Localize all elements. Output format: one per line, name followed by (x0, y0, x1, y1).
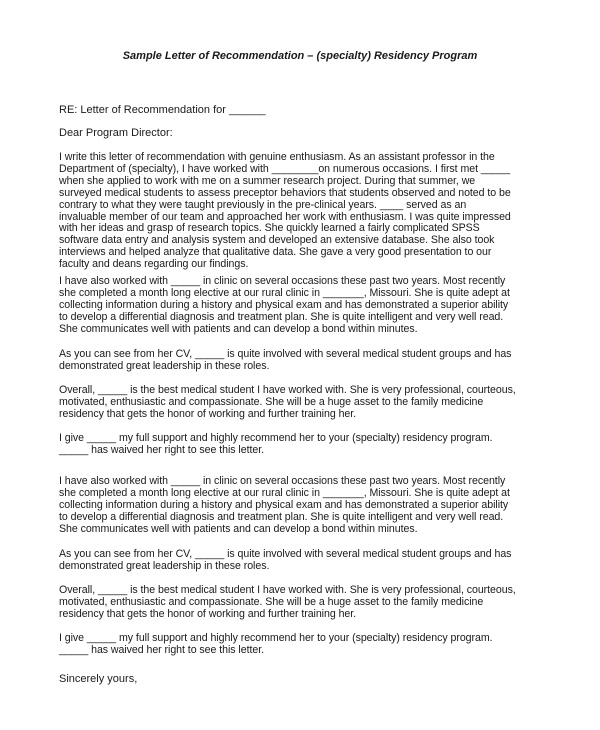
closing: Sincerely yours, (59, 673, 138, 685)
paragraph-cv: As you can see from her CV, _____ is quite involved with several medical student groups and has demonstrated great leadership in these roles. (59, 348, 512, 372)
paragraph-support: I give _____ my full support and highly recommend her to your (specialty) residency program. _____ has waived her right to see this letter. (59, 432, 493, 456)
paragraph-clinic-repeat: I have also worked with _____ in clinic on several occasions these past two years. Most recently she completed a month long elective at our rural clinic in _______, Missouri. She is quite adept at collecting information during a history and physical exam and has demonstrated a superior ability to develop a differential diagnosis and treatment plan. She is quite intelligent and very well read. She communicates well with patients and can develop a bond within minutes. (59, 475, 510, 535)
re-line: RE: Letter of Recommendation for ______ (59, 104, 266, 116)
paragraph-overall-repeat: Overall, _____ is the best medical student I have worked with. She is very professional, courteous, motivated, enthusiastic and compassionate. She will be a huge asset to the family medicine residency that gets the honor of working and further training her. (59, 584, 516, 620)
paragraph-overall: Overall, _____ is the best medical student I have worked with. She is very professional, courteous, motivated, enthusiastic and compassionate. She will be a huge asset to the family medicine residency that gets the honor of working and further training her. (59, 384, 516, 420)
salutation: Dear Program Director: (59, 127, 173, 139)
paragraph-support-repeat: I give _____ my full support and highly recommend her to your (specialty) residency program. _____ has waived her right to see this letter. (59, 632, 493, 656)
paragraph-clinic: I have also worked with _____ in clinic on several occasions these past two years. Most recently she completed a month long elective at our rural clinic in _______, Missouri. She is quite adept at collecting information during a history and physical exam and has demonstrated a superior ability to develop a differential diagnosis and treatment plan. She is quite intelligent and very well read. She communicates well with patients and can develop a bond within minutes. (59, 275, 510, 335)
paragraph-intro: I write this letter of recommendation with genuine enthusiasm. As an assistant professor in the Department of (specialty), I have worked with ________on numerous occasions. I first met _____ when she applied to work with me on a summer research project. During that summer, we surveyed medical students to assess preceptor behaviors that students observed and noted to be contrary to what they were taught previously in the pre-clinical years. ____ served as an invaluable member of our team and approached her work with enthusiasm. I was quite impressed with her ideas and grasp of research topics. She quickly learned a fairly complicated SPSS software data entry and analysis system and developed an extensive database. She also took interviews and helped analyze that qualitative data. She gave a very good presentation to our faculty and deans regarding our findings. (59, 151, 511, 271)
paragraph-cv-repeat: As you can see from her CV, _____ is quite involved with several medical student groups and has demonstrated great leadership in these roles. (59, 548, 512, 572)
document-title: Sample Letter of Recommendation – (specialty) Residency Program (122, 50, 478, 62)
